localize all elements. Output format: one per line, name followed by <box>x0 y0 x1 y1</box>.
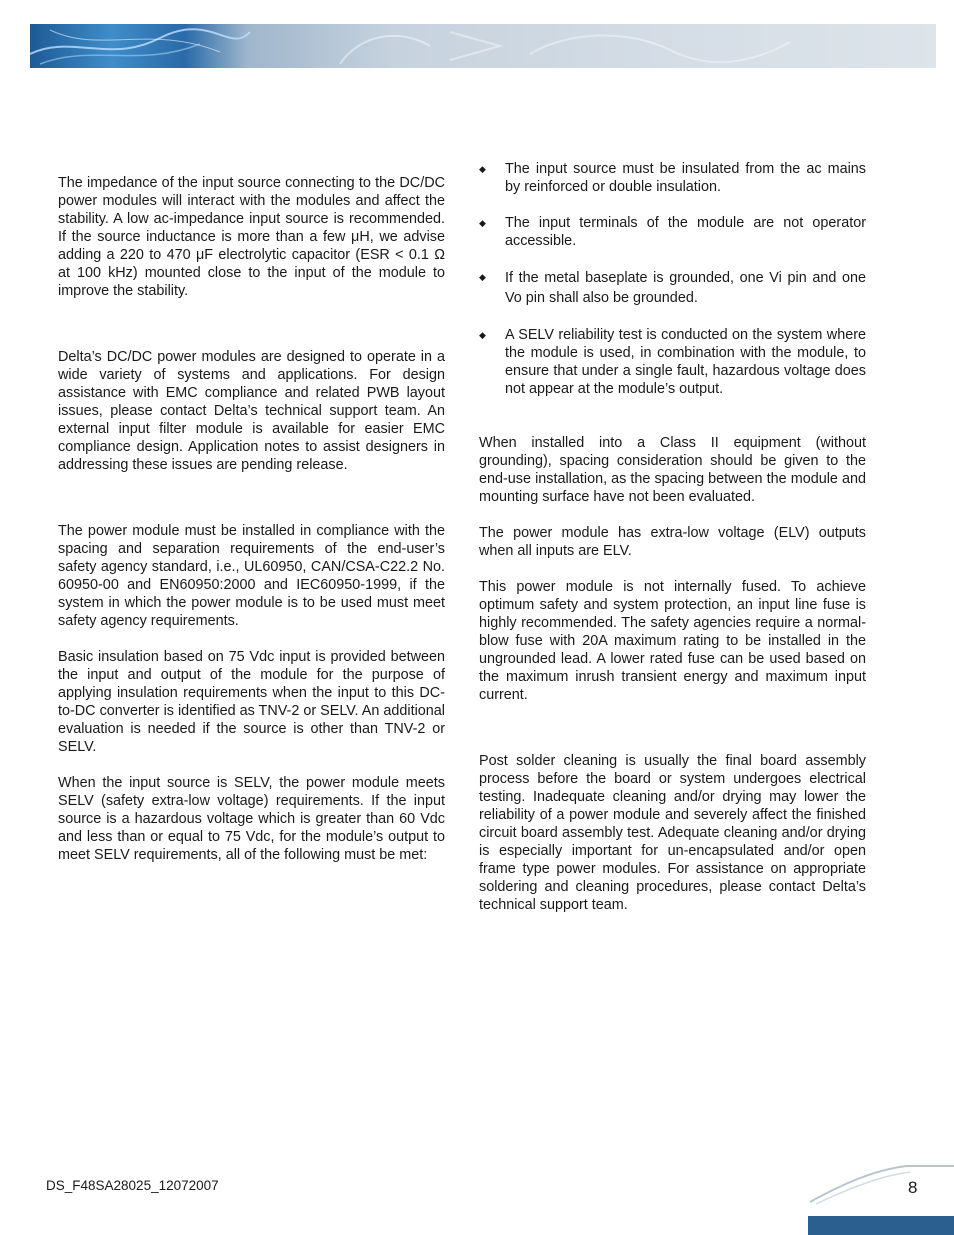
list-item <box>479 268 866 308</box>
selv-requirements-list <box>479 160 866 398</box>
list-item-text: The input terminals of the module are not operator accessible. <box>505 215 866 249</box>
document-id: DS_F48SA28025_12072007 <box>46 1178 219 1193</box>
basic-insulation-paragraph: Basic insulation based on 75 Vdc input is provided between the input and output of the module for the purpose of applying insulation requirements when the input to this DC-to-DC converter is identified as TNV-2 or SELV. An additional evaluation is needed if the source is other than TNV-2 or SELV. <box>58 649 445 755</box>
elv-paragraph: The power module has extra-low voltage (ELV) outputs when all inputs are ELV. <box>479 525 866 559</box>
list-item-text: If the metal baseplate is grounded, one Vi pin and one Vo pin shall also be grounded. <box>505 270 866 306</box>
selv-paragraph: When the input source is SELV, the power module meets SELV (safety extra-low voltage) requirements. If the input source is a hazardous voltage which is greater than 60 Vdc and less than or equal to 75 Vdc, for the module’s output to meet SELV requirements, all of the following must be met: <box>58 775 445 863</box>
emc-paragraph: Delta’s DC/DC power modules are designed to operate in a wide variety of systems and applications. For design assistance with EMC compliance and related PWB layout issues, please contact Delta’s technical support team. An external input filter module is available for easier EMC compliance design. Application notes to assist designers in addressing these issues are pending release. <box>58 349 445 473</box>
soldering-cleaning-paragraph: Post solder cleaning is usually the final board assembly process before the board or system undergoes electrical testing. Inadequate cleaning and/or drying may lower the reliability of a power module and severely affect the finished circuit board assembly test. Adequate cleaning and/or drying is especially important for un-encapsulated and/or open frame type power modules. For assistance on appropriate soldering and cleaning procedures, please contact Delta’s technical support team. <box>479 753 866 913</box>
left-column <box>58 174 445 864</box>
diamond-bullet-icon: ◆ <box>479 218 486 228</box>
header-banner <box>30 24 936 68</box>
list-item-text: The input source must be insulated from the ac mains by reinforced or double insulation. <box>505 161 866 195</box>
diamond-bullet-icon: ◆ <box>479 272 486 282</box>
diamond-bullet-icon: ◆ <box>479 330 486 340</box>
list-item <box>479 214 866 250</box>
page-number: 8 <box>908 1178 918 1197</box>
fuse-paragraph: This power module is not internally fused. To achieve optimum safety and system protection, an input line fuse is highly recommended. The safety agencies require a normal-blow fuse with 20A maximum rating to be installed in the ungrounded lead. A lower rated fuse can be used based on the maximum inrush transient energy and maximum input current. <box>479 579 866 703</box>
class-ii-paragraph: When installed into a Class II equipment (without grounding), spacing consideration should be given to the end-use installation, as the spacing between the module and mounting surface have not been evaluated. <box>479 435 866 505</box>
list-item <box>479 326 866 398</box>
right-column <box>479 160 866 914</box>
safety-compliance-paragraph: The power module must be installed in compliance with the spacing and separation requirements of the end-user’s safety agency standard, i.e., UL60950, CAN/CSA-C22.2 No. 60950-00 and EN60950:2000 and IEC60950-1999, if the system in which the power module is to be used must meet safety agency requirements. <box>58 523 445 629</box>
list-item <box>479 160 866 196</box>
diamond-bullet-icon: ◆ <box>479 164 486 174</box>
footer-swoosh-graphic <box>806 1164 954 1235</box>
list-item-text: A SELV reliability test is conducted on the system where the module is used, in combination with the module, to ensure that under a single fault, hazardous voltage does not appear at the module’s output. <box>505 327 866 397</box>
input-source-impedance-paragraph: The impedance of the input source connecting to the DC/DC power modules will interact with the modules and affect the stability. A low ac-impedance input source is recommended. If the source inductance is more than a few μH, we advise adding a 220 to 470 μF electrolytic capacitor (ESR < 0.1 Ω at 100 kHz) mounted close to the input of the module to improve the stability. <box>58 175 445 299</box>
banner-graphic <box>30 24 936 68</box>
